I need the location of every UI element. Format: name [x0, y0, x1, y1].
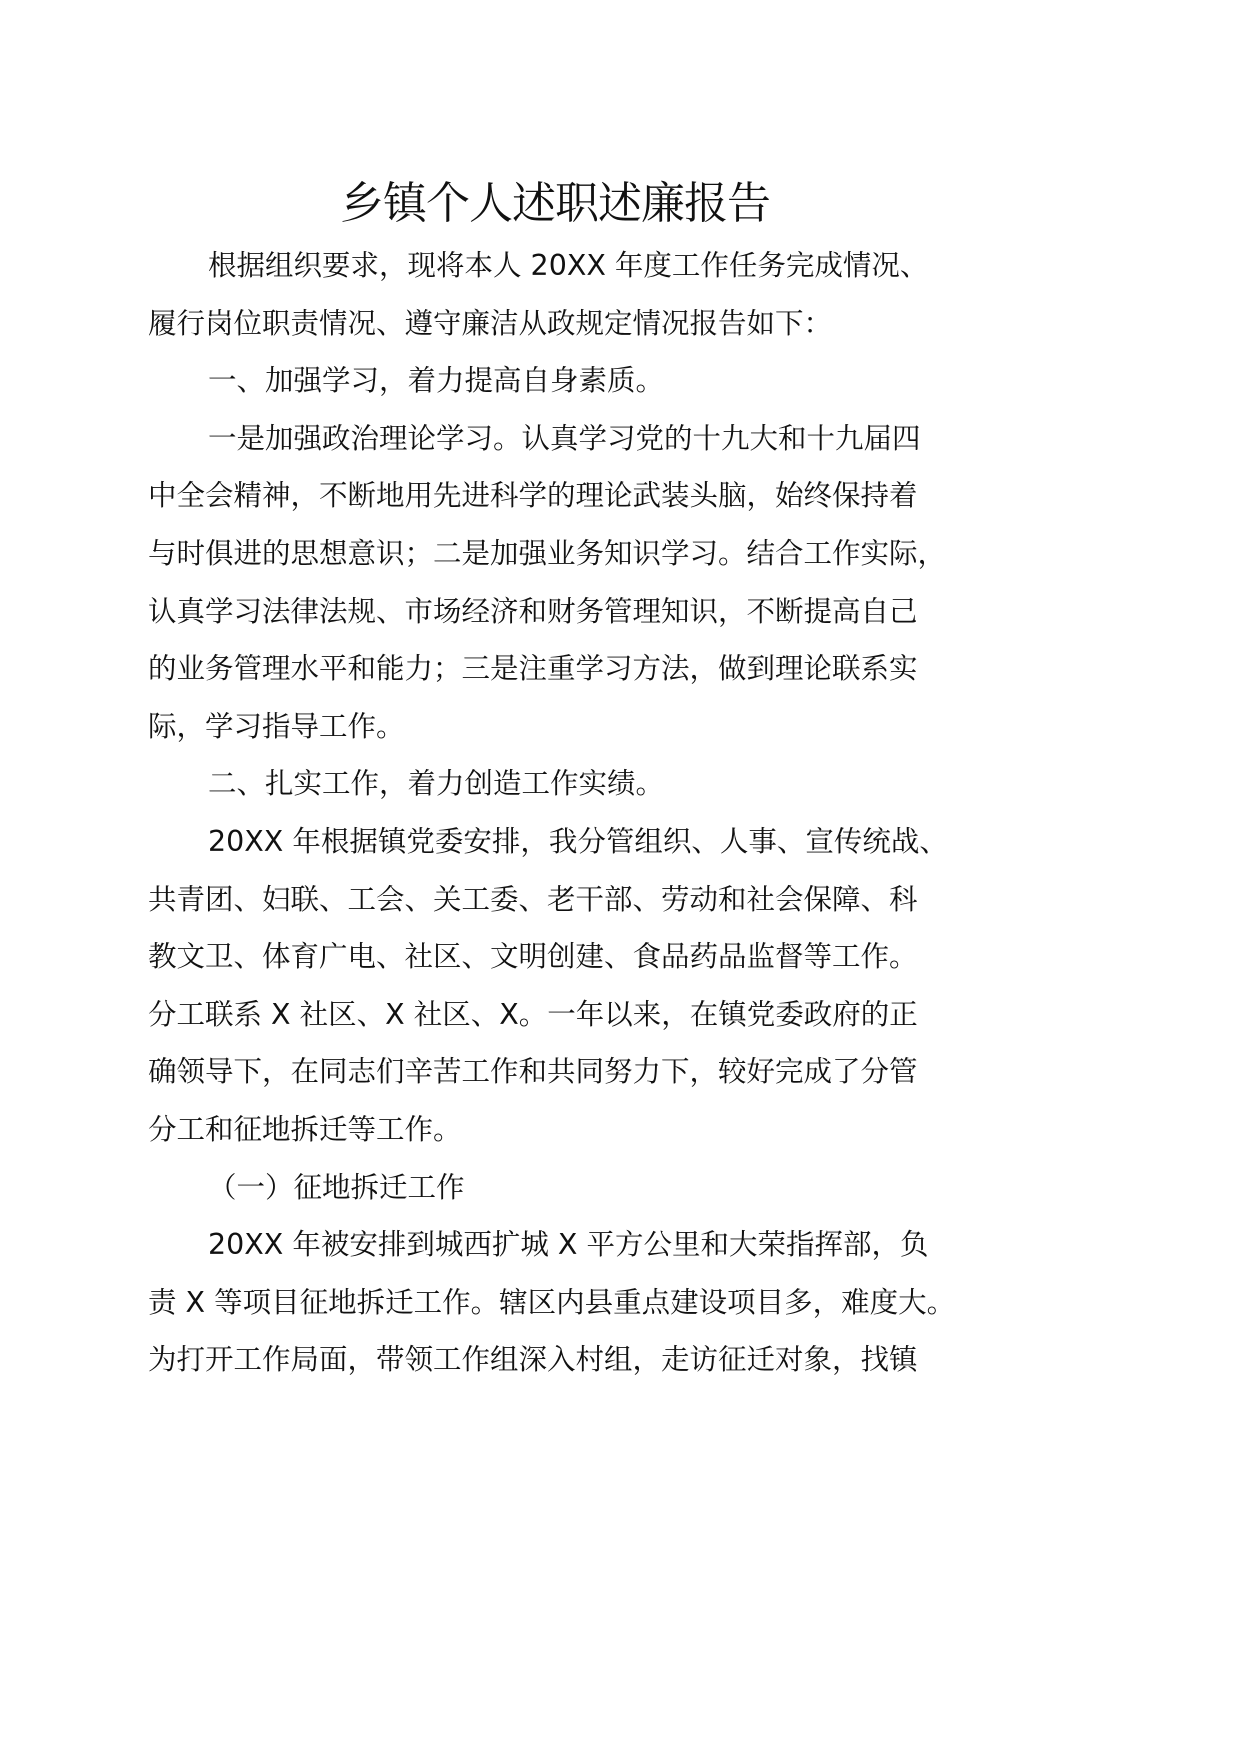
paragraph-work-line-1: 20XX 年根据镇党委安排，我分管组织、人事、宣传统战、	[208, 824, 948, 858]
paragraph-intro-line-2: 履行岗位职责情况、遵守廉洁从政规定情况报告如下：	[148, 306, 833, 340]
paragraph-study-line-3: 与时俱进的思想意识；二是加强业务知识学习。结合工作实际，	[148, 536, 947, 570]
paragraph-relocation-line-1: 20XX 年被安排到城西扩城 X 平方公里和大荣指挥部，负	[208, 1228, 929, 1262]
section-heading-2: 二、扎实工作，着力创造工作实绩。	[208, 767, 665, 801]
paragraph-work-line-5: 确领导下，在同志们辛苦工作和共同努力下，较好完成了分管	[148, 1055, 918, 1089]
paragraph-relocation-line-2: 责 X 等项目征地拆迁工作。辖区内县重点建设项目多，难度大。	[148, 1285, 956, 1319]
section-heading-1: 一、加强学习，着力提高自身素质。	[208, 364, 665, 398]
paragraph-study-line-1: 一是加强政治理论学习。认真学习党的十九大和十九届四	[208, 421, 921, 455]
paragraph-work-line-3: 教文卫、体育广电、社区、文明创建、食品药品监督等工作。	[148, 940, 918, 974]
paragraph-study-line-5: 的业务管理水平和能力；三是注重学习方法，做到理论联系实	[148, 652, 918, 686]
paragraph-work-line-2: 共青团、妇联、工会、关工委、老干部、劳动和社会保障、科	[148, 882, 918, 916]
paragraph-study-line-6: 际，学习指导工作。	[148, 709, 405, 743]
paragraph-work-line-4: 分工联系 X 社区、X 社区、X。一年以来，在镇党委政府的正	[148, 997, 918, 1031]
paragraph-intro-line-1: 根据组织要求，现将本人 20XX 年度工作任务完成情况、	[208, 249, 929, 282]
paragraph-work-line-6: 分工和征地拆迁等工作。	[148, 1112, 462, 1146]
paragraph-study-line-4: 认真学习法律法规、市场经济和财务管理知识，不断提高自己	[148, 594, 918, 628]
paragraph-relocation-line-3: 为打开工作局面，带领工作组深入村组，走访征迁对象，找镇	[148, 1343, 918, 1377]
document-title: 乡镇个人述职述廉报告	[340, 178, 770, 229]
paragraph-study-line-2: 中全会精神，不断地用先进科学的理论武装头脑，始终保持着	[148, 479, 918, 513]
subsection-heading-1: （一）征地拆迁工作	[208, 1170, 465, 1204]
document-body	[148, 237, 978, 1389]
